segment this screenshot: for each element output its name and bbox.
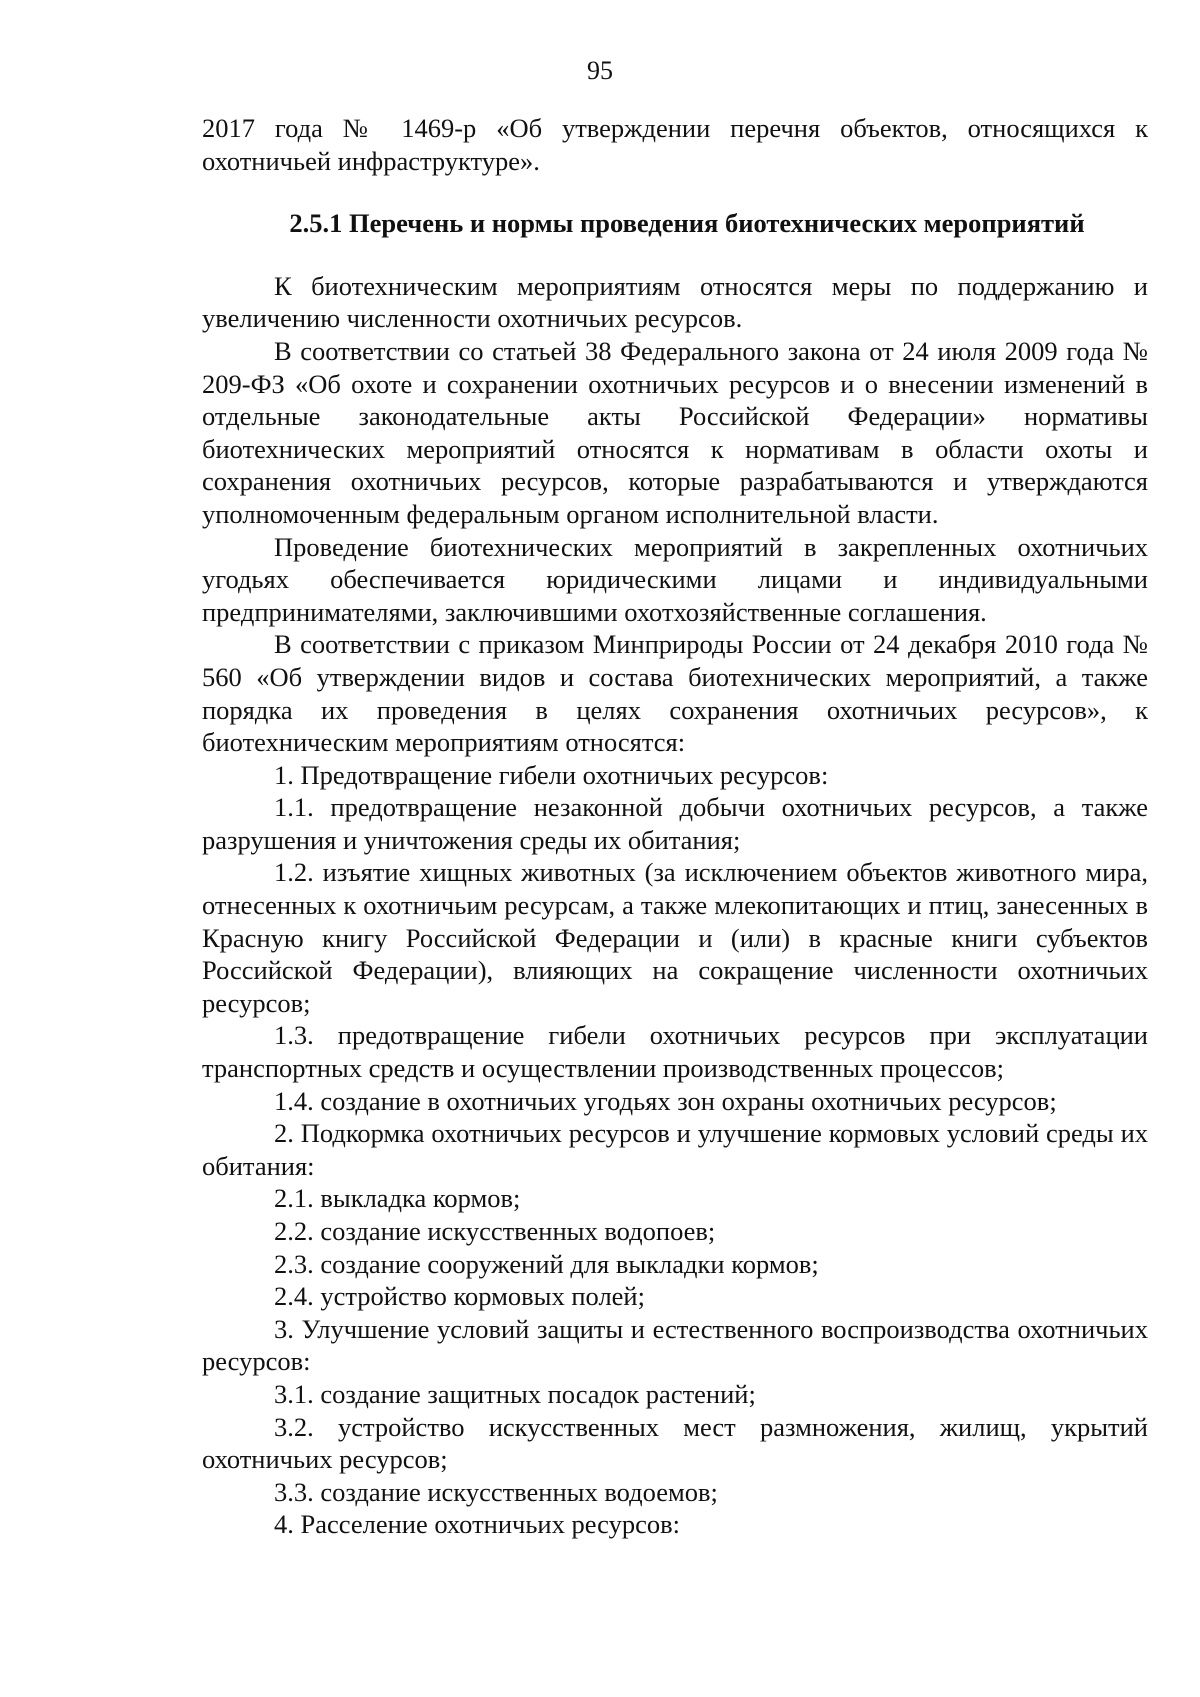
list-item: 1.3. предотвращение гибели охотничьих ресурсов при эксплуатации транспортных средств и осуществлении производственных процессов; (202, 1020, 1148, 1084)
list-item: 1.4. создание в охотничьих угодьях зон охраны охотничьих ресурсов; (274, 1085, 1057, 1116)
list-item: 2.4. устройство кормовых полей; (274, 1281, 645, 1312)
list-item: 2.1. выкладка кормов; (274, 1183, 521, 1214)
list-item: 2.2. создание искусственных водопоев; (274, 1216, 716, 1246)
list-item: 2.3. создание сооружений для выкладки кормов; (274, 1248, 819, 1279)
paragraph: В соответствии со статьей 38 Федерального закона от 24 июля 2009 года № 209-ФЗ «Об охоте и сохранении охотничьих ресурсов и о внесении изменений в отдельные законодательные акты Российской Федерации» нормативы биотехнических мероприятий относятся к нормативам в области охоты и сохранения охотничьих ресурсов, которые разрабатываются и утверждаются уполномоченным федеральным органом исполнительной власти. (202, 335, 1148, 529)
intro-continuation: 2017 года № 1469-р «Об утверждении перечня объектов, относящихся к охотничьей инфраструктуре». (202, 113, 1148, 176)
paragraph: В соответствии с приказом Минприроды России от 24 декабря 2010 года № 560 «Об утверждении видов и состава биотехнических мероприятий, а также порядка их проведения в целях сохранения охотничьих ресурсов», к биотехническим мероприятиям относятся: (202, 629, 1148, 758)
paragraph: Проведение биотехнических мероприятий в закрепленных охотничьих угодьях обеспечивается юридическими лицами и индивидуальными предпринимателями, заключившими охотхозяйственные соглашения. (202, 531, 1148, 627)
list-item: 3. Улучшение условий защиты и естественного воспроизводства охотничьих ресурсов: (202, 1313, 1148, 1377)
list-item: 1. Предотвращение гибели охотничьих ресурсов: (274, 759, 829, 790)
paragraph: К биотехническим мероприятиям относятся меры по поддержанию и увеличению численности охотничьих ресурсов. (202, 270, 1148, 334)
section-heading: 2.5.1 Перечень и нормы проведения биотехнических мероприятий (289, 208, 1085, 239)
list-item: 3.1. создание защитных посадок растений; (274, 1378, 756, 1409)
page-number: 95 (587, 56, 613, 85)
list-item: 1.2. изъятие хищных животных (за исключением объектов животного мира, отнесенных к охотничьим ресурсам, а также млекопитающих и птиц, занесенных в Красную книгу Российской Федерации и (или) в красные книги субъектов Российской Федерации), влияющих на сокращение численности охотничьих ресурсов; (202, 857, 1148, 1018)
list-item: 4. Расселение охотничьих ресурсов: (274, 1509, 680, 1540)
list-item: 3.2. устройство искусственных мест размножения, жилищ, укрытий охотничьих ресурсов; (202, 1411, 1148, 1475)
list-item: 3.3. создание искусственных водоемов; (274, 1476, 718, 1507)
page-content (202, 112, 1148, 1541)
list-item: 1.1. предотвращение незаконной добычи охотничьих ресурсов, а также разрушения и уничтожения среды их обитания; (202, 792, 1148, 855)
list-item: 2. Подкормка охотничьих ресурсов и улучшение кормовых условий среды их обитания: (202, 1118, 1148, 1181)
